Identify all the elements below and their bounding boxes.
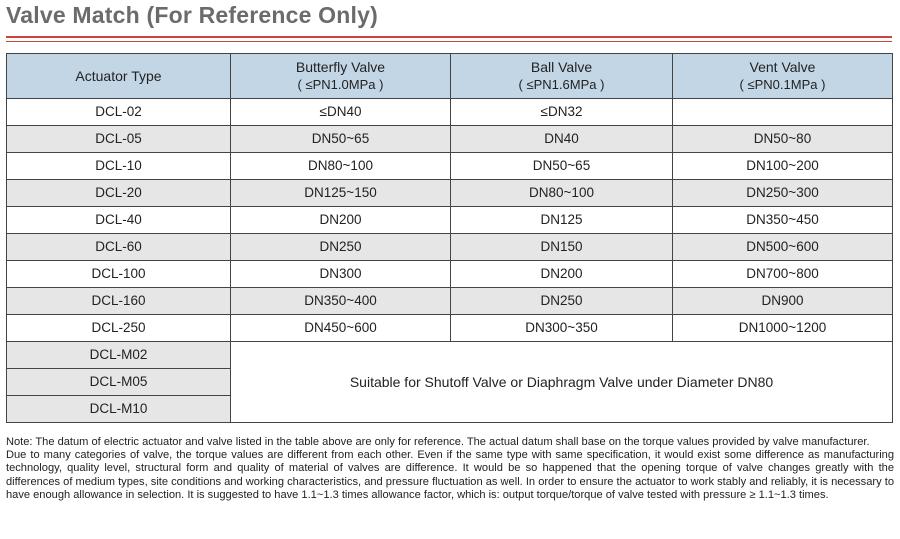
- header-butterfly-valve: [231, 54, 451, 99]
- cell-vent: DN100~200: [673, 153, 893, 180]
- table-row: [7, 261, 893, 288]
- header-vent-pressure: ( ≤PN0.1MPa ): [739, 77, 826, 93]
- header-butterfly-pressure: ( ≤PN1.0MPa ): [297, 77, 384, 93]
- cell-ball: DN50~65: [451, 153, 673, 180]
- cell-actuator-type: DCL-40: [7, 207, 231, 234]
- cell-actuator-type: DCL-100: [7, 261, 231, 288]
- note-allowance: Due to many categories of valve, the torque values are different from each other. Even if the same type with same specification, it would exist some difference as manufacturing technology, quality level, structural form and quality of material of valves are difference. It would be so happened that the opening torque of valve changes greatly with the differences of medium types, site conditions and working characteristics, and pressure fluctuation as well. In order to ensure the actuator to work stably and reliably, it is necessary to have enough allowance in selection. It is suggested to have 1.1~1.3 times allowance factor, which is: output torque/torque of valve tested with pressure ≥ 1.1~1.3 times.: [6, 449, 894, 501]
- table-row-m02: [7, 342, 893, 369]
- cell-actuator-type: DCL-60: [7, 234, 231, 261]
- note-reference: Note: The datum of electric actuator and valve listed in the table above are only for reference. The actual datum shall base on the torque values provided by valve manufacturer.: [6, 436, 870, 448]
- cell-actuator-type: DCL-10: [7, 153, 231, 180]
- cell-ball: DN80~100: [451, 180, 673, 207]
- cell-vent: DN500~600: [673, 234, 893, 261]
- cell-butterfly: ≤DN40: [231, 99, 451, 126]
- cell-ball: ≤DN32: [451, 99, 673, 126]
- merged-suitability-note: Suitable for Shutoff Valve or Diaphragm Valve under Diameter DN80: [231, 342, 893, 423]
- cell-butterfly: DN250: [231, 234, 451, 261]
- cell-butterfly: DN450~600: [231, 315, 451, 342]
- cell-actuator-type: DCL-M02: [7, 342, 231, 369]
- table-row: [7, 126, 893, 153]
- notes-section: [6, 436, 894, 502]
- cell-vent: DN700~800: [673, 261, 893, 288]
- header-vent-label: Vent Valve: [749, 59, 816, 76]
- table-row: [7, 234, 893, 261]
- cell-actuator-type: DCL-05: [7, 126, 231, 153]
- valve-match-table: [6, 53, 893, 423]
- cell-vent: DN900: [673, 288, 893, 315]
- cell-butterfly: DN350~400: [231, 288, 451, 315]
- cell-butterfly: DN200: [231, 207, 451, 234]
- cell-vent: DN350~450: [673, 207, 893, 234]
- header-ball-valve: [451, 54, 673, 99]
- cell-ball: DN200: [451, 261, 673, 288]
- page-title: Valve Match (For Reference Only): [6, 2, 378, 28]
- title-rule-thin: [6, 41, 892, 42]
- cell-ball: DN150: [451, 234, 673, 261]
- header-actuator-type: Actuator Type: [7, 54, 231, 99]
- cell-ball: DN40: [451, 126, 673, 153]
- cell-actuator-type: DCL-02: [7, 99, 231, 126]
- table-header-row: [7, 54, 893, 99]
- cell-butterfly: DN300: [231, 261, 451, 288]
- cell-ball: DN300~350: [451, 315, 673, 342]
- cell-ball: DN250: [451, 288, 673, 315]
- table-row: [7, 207, 893, 234]
- cell-ball: DN125: [451, 207, 673, 234]
- title-rule-thick: [6, 36, 892, 38]
- cell-actuator-type: DCL-M10: [7, 396, 231, 423]
- header-ball-label: Ball Valve: [530, 59, 593, 76]
- table-row: [7, 315, 893, 342]
- table-row: [7, 288, 893, 315]
- cell-actuator-type: DCL-20: [7, 180, 231, 207]
- table-row: [7, 99, 893, 126]
- header-ball-pressure: ( ≤PN1.6MPa ): [518, 77, 605, 93]
- cell-vent-not-applicable: [673, 99, 893, 126]
- cell-actuator-type: DCL-M05: [7, 369, 231, 396]
- table-row: [7, 180, 893, 207]
- cell-vent: DN50~80: [673, 126, 893, 153]
- header-vent-valve: [673, 54, 893, 99]
- cell-actuator-type: DCL-160: [7, 288, 231, 315]
- header-butterfly-label: Butterfly Valve: [295, 59, 386, 76]
- table-row: [7, 153, 893, 180]
- cell-butterfly: DN80~100: [231, 153, 451, 180]
- cell-vent: DN250~300: [673, 180, 893, 207]
- cell-butterfly: DN125~150: [231, 180, 451, 207]
- cell-actuator-type: DCL-250: [7, 315, 231, 342]
- cell-vent: DN1000~1200: [673, 315, 893, 342]
- cell-butterfly: DN50~65: [231, 126, 451, 153]
